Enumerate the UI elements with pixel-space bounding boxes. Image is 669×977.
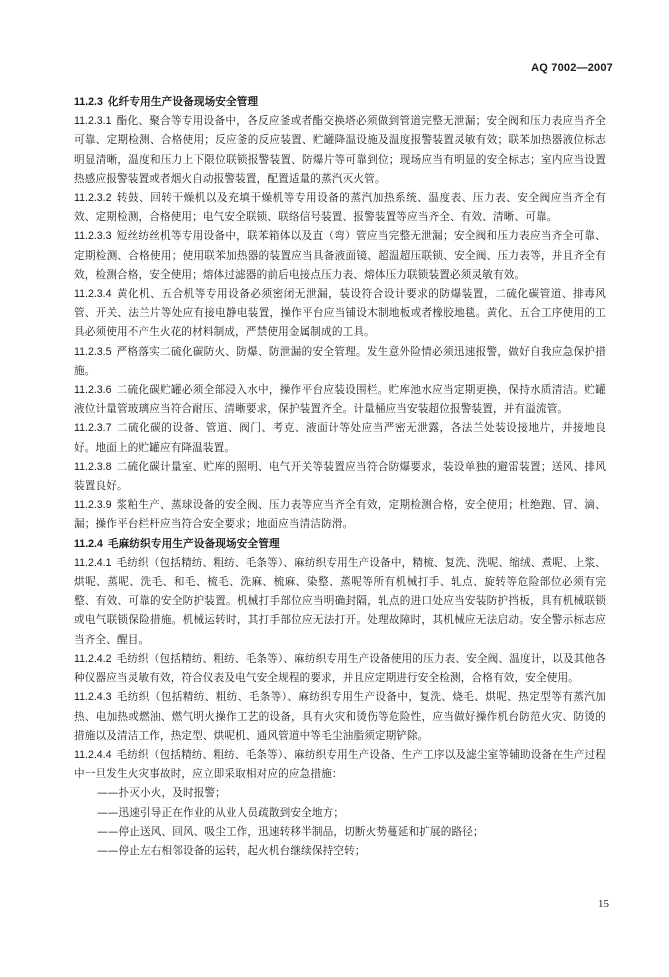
clause-number: 11.2.4.3 (74, 691, 112, 704)
clause-number: 11.2.4.1 (74, 556, 112, 569)
clause-number: 11.2.3 (74, 96, 103, 108)
clause-text: 二硫化碳计量室、贮库的照明、电气开关等装置应当符合防爆要求，装设单独的避雷装置；送风、排风装置良好。 (74, 460, 606, 493)
measure-item: ——迅速引导正在作业的从业人员疏散到安全地方； (97, 806, 345, 819)
clause-paragraph (74, 688, 606, 746)
clause-paragraph (74, 458, 606, 496)
clause-paragraph (74, 554, 606, 650)
clause-number: 11.2.3.7 (74, 422, 112, 435)
clause-text: 毛纺织（包括精纺、粗纺、毛条等）、麻纺织专用生产设备使用的压力表、安全阀、温度计，以及其他各种仪器应当灵敏有效，符合仪表及电气安全规程的要求，并且应定期进行安全检测，合格有效，安全使用。 (74, 652, 606, 685)
clause-paragraph (74, 285, 606, 343)
clause-number: 11.2.3.3 (74, 230, 112, 243)
measure-item: ——停止左右相邻设备的运转，起火机台继续保持空转； (97, 844, 366, 857)
clause-paragraph (74, 746, 606, 784)
clause-paragraph (74, 227, 606, 285)
clause-number: 11.2.3.6 (74, 384, 112, 397)
clause-text: 化纤专用生产设备现场安全管理 (107, 96, 259, 108)
clause-text: 毛麻纺织专用生产设备现场安全管理 (107, 537, 280, 550)
section-heading (74, 535, 606, 554)
section-heading (74, 93, 606, 112)
clause-text: 酯化、聚合等专用设备中，各反应釜或者酯交换塔必须做到管道完整无泄漏；安全阀和压力表应当齐全可靠、定期检测、合格使用；反应釜的反应装置、贮罐降温设施及温度报警装置灵敏有效；联苯加热器液位标志明显清晰，温度和压力上下限位联锁报警装置、防爆片等可靠到位；现场应当有明显的安全标志；室内应当设置热感应报警装置或者烟火自动报警装置，配置适量的蒸汽灭火管。 (74, 115, 606, 185)
clause-paragraph (74, 419, 606, 457)
document-body (74, 93, 606, 861)
emergency-measures-list (74, 784, 606, 861)
clause-number: 11.2.3.9 (74, 499, 112, 512)
section-list (74, 93, 606, 784)
clause-number: 11.2.3.5 (74, 345, 112, 358)
clause-paragraph (74, 496, 606, 534)
clause-text: 二硫化碳贮罐必须全部浸入水中，操作平台应装设围栏。贮库池水应当定期更换，保持水质清洁。贮罐液位计量管玻璃应当符合耐压、清晰要求，保护装置齐全。计量桶应当安装超位报警装置，并有溢流管。 (74, 384, 606, 416)
clause-text: 浆粕生产、蒸球设备的安全阀、压力表等应当齐全有效，定期检测合格，安全使用；杜绝跑、冒、滴、漏；操作平台栏杆应当符合安全要求；地面应当清洁防滑。 (74, 499, 606, 531)
clause-number: 11.2.3.8 (74, 460, 112, 473)
measure-item: ——停止送风、回风、吸尘工作，迅速转移半制品，切断火势蔓延和扩展的路径； (97, 825, 484, 838)
clause-text: 黄化机、五合机等专用设备必须密闭无泄漏，装设符合设计要求的防爆装置，二硫化碳管道、排毒风管、开关、法兰片等处应有接电静电装置，操作平台应当铺设木制地板或者橡胶地毯。黄化、五合工序使用的工具必须使用不产生火花的材料制成，严禁使用金属制成的工具。 (74, 288, 606, 339)
clause-text: 转鼓、回转干燥机以及充填干燥机等专用设备的蒸汽加热系统、温度表、压力表、安全阀应当齐全有效、定期检测，合格使用；电气安全联锁、联络信号装置、报警装置等应当齐全、有效、清晰、可靠。 (74, 192, 606, 224)
clause-paragraph (74, 381, 606, 419)
clause-paragraph (74, 112, 606, 189)
clause-number: 11.2.4.2 (74, 652, 112, 665)
clause-text: 毛纺织（包括精纺、粗纺、毛条等）、麻纺织专用生产设备中，复洗、烧毛、烘呢、热定型等有蒸汽加热、电加热或燃油、燃气明火操作工艺的设备，具有火灾和烫伤等危险性，应当做好操作机台防范火灾、防烫的措施以及清洁工作，热定型、烘呢机、通风管道中等毛尘油脂须定期铲除。 (74, 691, 606, 742)
clause-text: 毛纺织（包括精纺、粗纺、毛条等）、麻纺织专用生产设备、生产工序以及滤尘室等辅助设备在生产过程中一旦发生火灾事故时，应立即采取相对应的应急措施： (74, 748, 606, 781)
clause-number: 11.2.3.2 (74, 192, 112, 205)
clause-number: 11.2.4.4 (74, 748, 112, 761)
standard-code: AQ 7002—2007 (531, 62, 613, 74)
measure-item: ——扑灭小火，及时报警； (97, 787, 226, 800)
clause-text: 严格落实二硫化碳防火、防爆、防泄漏的安全管理。发生意外险情必须迅速报警，做好自我应急保护措施。 (74, 345, 606, 377)
clause-number: 11.2.3.4 (74, 288, 112, 301)
clause-text: 短丝纺丝机等专用设备中，联苯箱体以及直（弯）管应当完整无泄漏；安全阀和压力表应当齐全可靠、定期检测、合格使用；使用联苯加热器的装置应当具备液面镜、超温超压联锁、安全阀、压力表等，并且齐全有效，检测合格，安全使用；熔体过滤器的前后电接点压力表、熔体压力联锁装置必须灵敏有效。 (74, 230, 606, 281)
clause-paragraph (74, 189, 606, 227)
clause-text: 二硫化碳的设备、管道、阀门、考克、液面计等处应当严密无泄露，各法兰处装设接地片，并接地良好。地面上的贮罐应有降温装置。 (74, 422, 606, 454)
clause-paragraph (74, 650, 606, 688)
page-number: 15 (598, 898, 609, 910)
clause-paragraph (74, 343, 606, 381)
clause-text: 毛纺织（包括精纺、粗纺、毛条等）、麻纺织专用生产设备中，精梳、复洗、洗呢、缩绒、煮呢、上浆、烘呢、蒸呢、洗毛、和毛、梳毛、洗麻、梳麻、染整、蒸呢等所有机械打手、轧点、旋转等危险部位必须有完整、有效、可靠的安全防护装置。机械打手部位应当明确封隔，轧点的进口处应当安装防护挡板，具有机械联锁或电气联锁保险措施。机械运转时，其打手部位应无法打开。处理故障时，其机械应无法启动。安全警示标志应当齐全、醒目。 (74, 556, 606, 646)
clause-number: 11.2.4 (74, 537, 103, 550)
clause-number: 11.2.3.1 (74, 115, 112, 128)
